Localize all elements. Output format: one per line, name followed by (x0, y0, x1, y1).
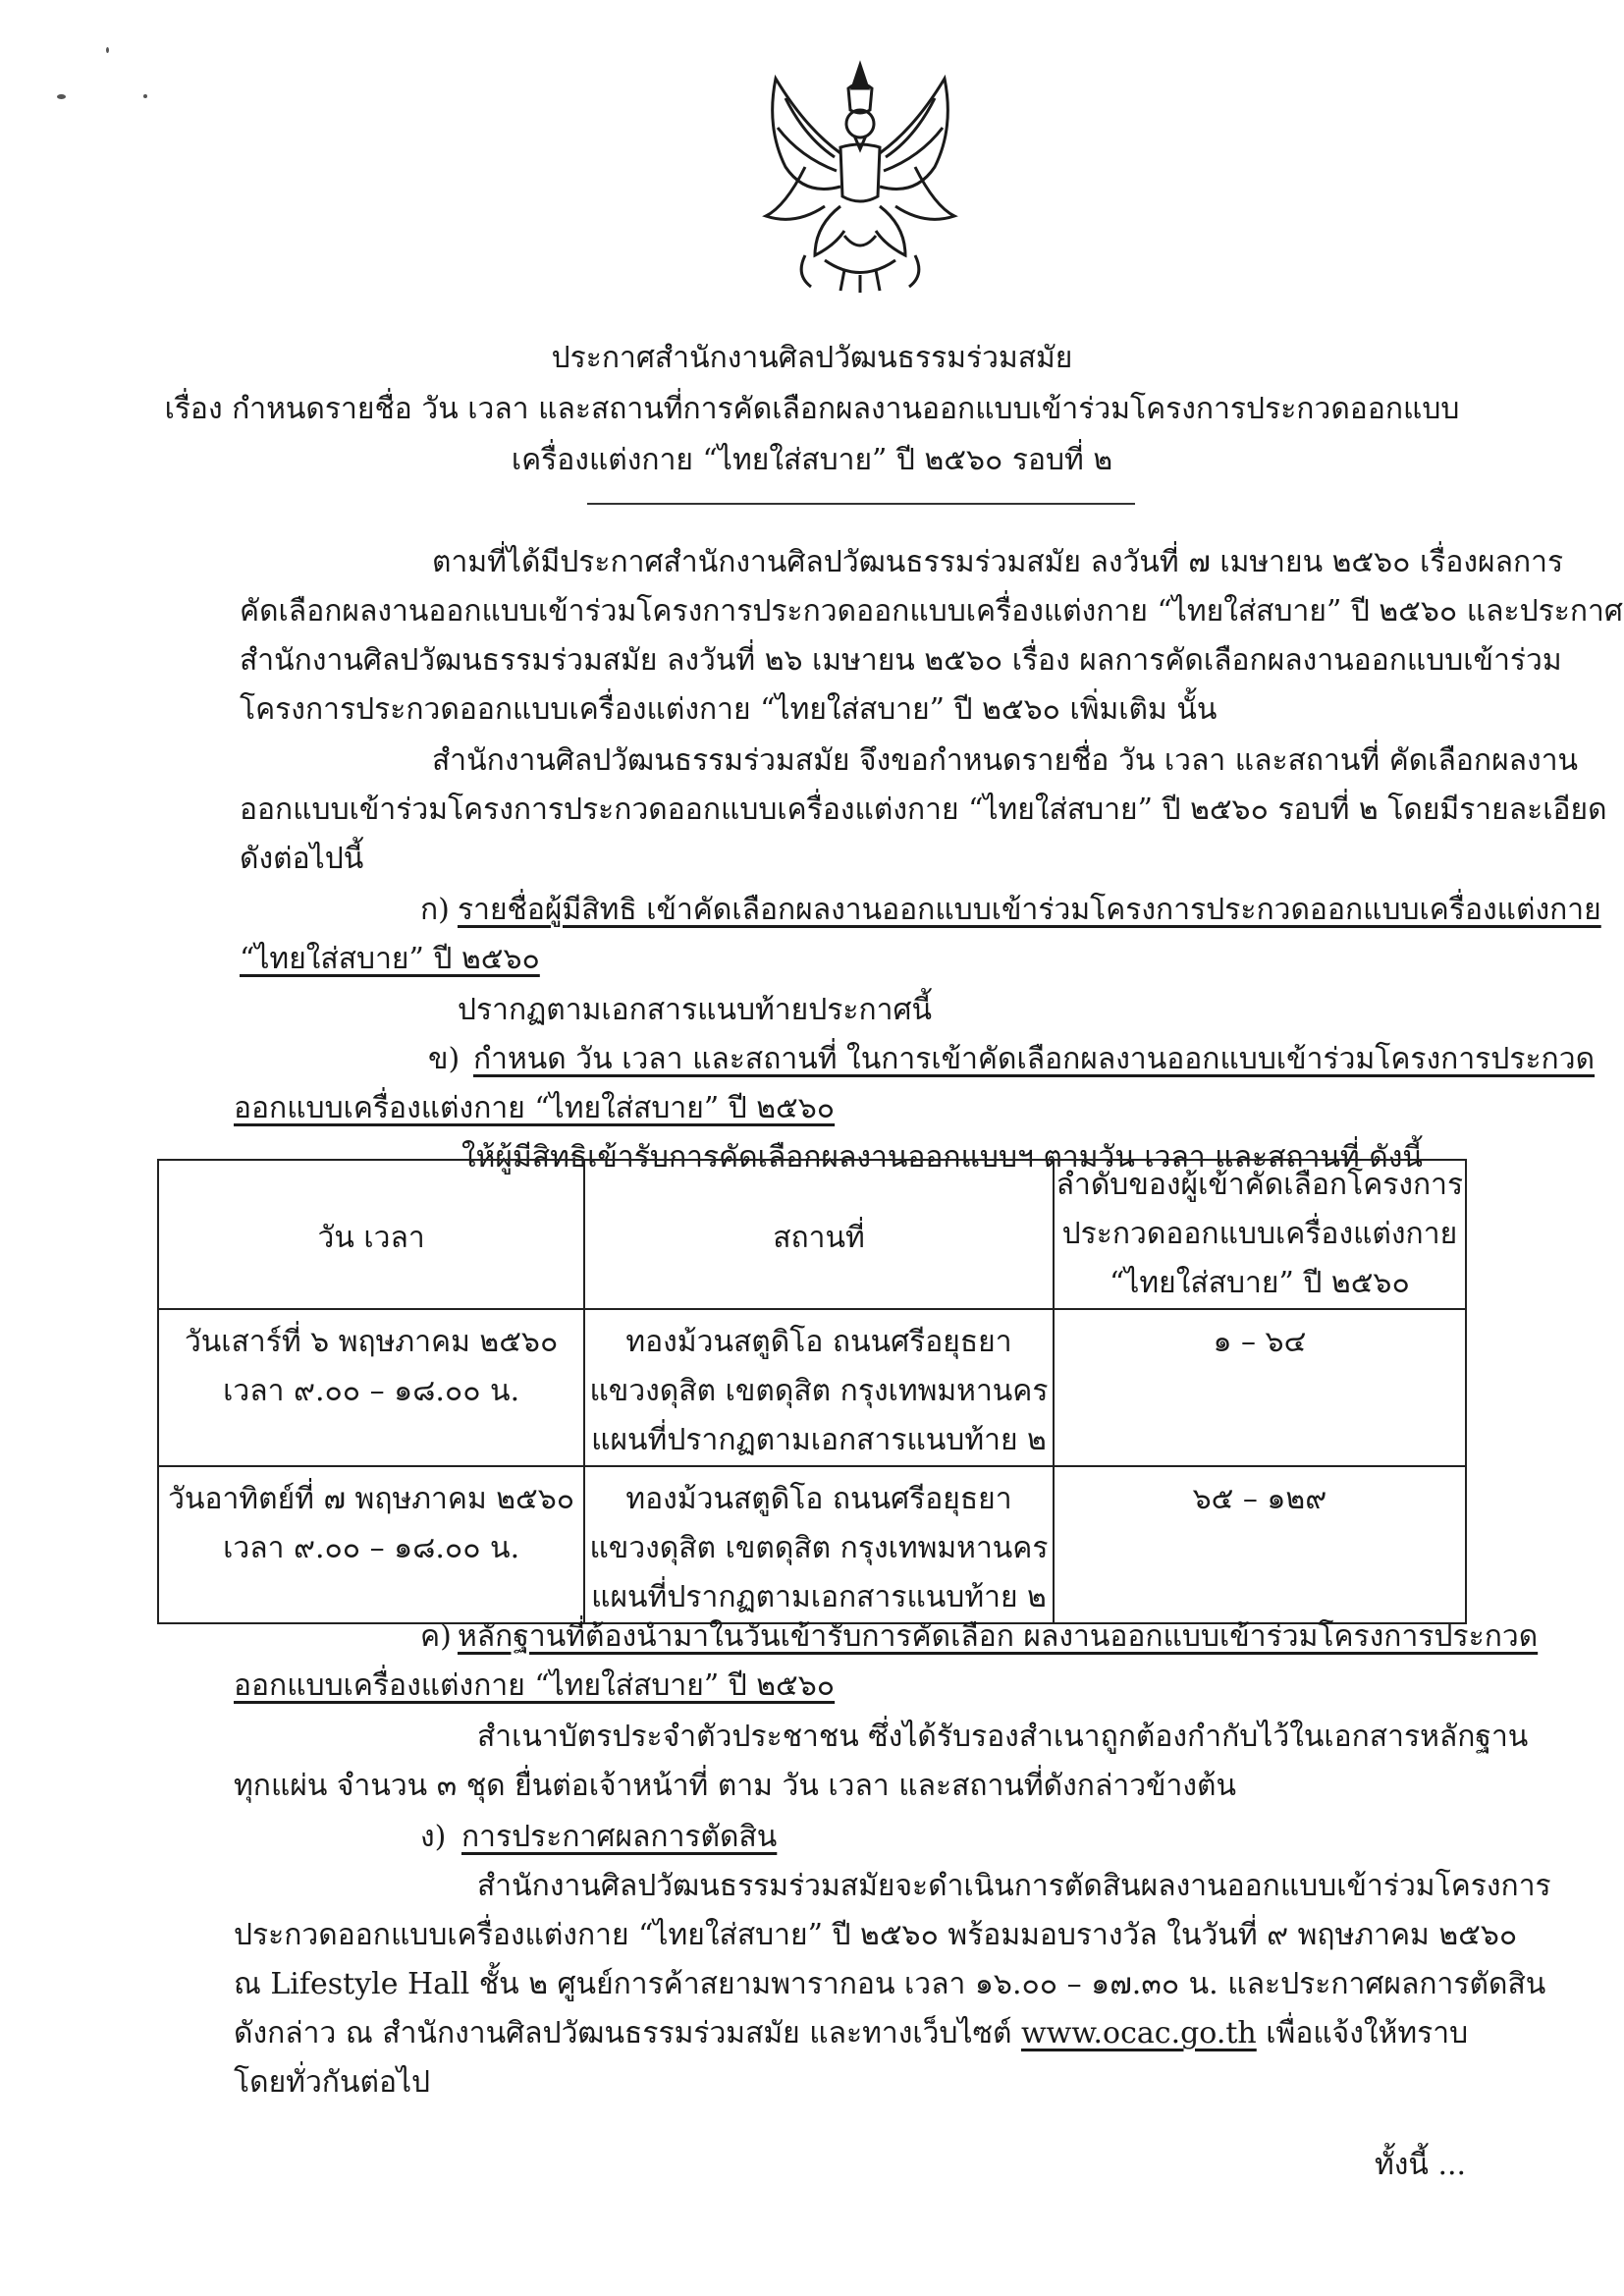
garuda-emblem-icon (746, 59, 974, 295)
row1-place: ทองม้วนสตูดิโอ ถนนศรีอยุธยา แขวงดุสิต เขตดุสิต กรุงเทพมหานคร แผนที่ปรากฏตามเอกสารแนบท้าย ๒ (584, 1309, 1054, 1466)
section-d-body-line2: ประกวดออกแบบเครื่องแต่งกาย “ไทยใส่สบาย” ปี ๒๕๖๐ พร้อมมอบรางวัล ในวันที่ ๙ พฤษภาคม ๒๕๖๐ (234, 1918, 1518, 1952)
table-header-row (158, 1160, 1466, 1309)
section-c-title: หลักฐานที่ต้องนำมาในวันเข้ารับการคัดเลือก ผลงานออกแบบเข้าร่วมโครงการประกวด (458, 1619, 1539, 1654)
section-d-body-line3: ณ Lifestyle Hall ชั้น ๒ ศูนย์การค้าสยามพารากอน เวลา ๑๖.๐๐ – ๑๗.๓๐ น. และประกาศผลการตัดสิน (234, 1967, 1546, 2001)
intro-p2-line2: ออกแบบเข้าร่วมโครงการประกวดออกแบบเครื่องแต่งกาย “ไทยใส่สบาย” ปี ๒๕๖๐ รอบที่ ๒ โดยมีรายละเอียด (240, 793, 1607, 827)
section-c-body: สำเนาบัตรประจำตัวประชาชน ซึ่งได้รับรองสำเนาถูกต้องกำกับไว้ในเอกสารหลักฐาน (477, 1720, 1529, 1754)
section-c-title-line2: ออกแบบเครื่องแต่งกาย “ไทยใส่สบาย” ปี ๒๕๖๐ (234, 1668, 836, 1703)
section-d-body-line5: โดยทั่วกันต่อไป (234, 2065, 431, 2100)
announcement-subject-line2: เครื่องแต่งกาย “ไทยใส่สบาย” ปี ๒๕๖๐ รอบที่ ๒ (511, 443, 1113, 477)
row2-date: วันอาทิตย์ที่ ๗ พฤษภาคม ๒๕๖๐ เวลา ๙.๐๐ – ๑๘.๐๐ น. (158, 1466, 584, 1623)
section-d-body: สำนักงานศิลปวัฒนธรรมร่วมสมัยจะดำเนินการตัดสินผลงานออกแบบเข้าร่วมโครงการ (477, 1869, 1551, 1903)
scan-speck (106, 47, 109, 53)
section-a-title-line2: “ไทยใส่สบาย” ปี ๒๕๖๐ (240, 942, 540, 976)
section-d-body-line4: ดังกล่าว ณ สำนักงานศิลปวัฒนธรรมร่วมสมัย และทางเว็บไซต์ www.ocac.go.th เพื่อแจ้งให้ทราบ (234, 2016, 1469, 2050)
announcement-title: ประกาศสำนักงานศิลปวัฒนธรรมร่วมสมัย (551, 341, 1073, 375)
section-b-title-line2: ออกแบบเครื่องแต่งกาย “ไทยใส่สบาย” ปี ๒๕๖๐ (234, 1091, 836, 1125)
heading-divider (587, 503, 1135, 505)
intro-p1-line3: สำนักงานศิลปวัฒนธรรมร่วมสมัย ลงวันที่ ๒๖ เมษายน ๒๕๖๐ เรื่อง ผลการคัดเลือกผลงานออกแบบเข้าร่วม (240, 643, 1562, 678)
scan-speck (143, 94, 147, 98)
intro-p2-line1: สำนักงานศิลปวัฒนธรรมร่วมสมัย จึงขอกำหนดรายชื่อ วัน เวลา และสถานที่ คัดเลือกผลงาน (432, 743, 1579, 778)
table-row (158, 1466, 1466, 1623)
row1-order: ๑ – ๖๔ (1054, 1309, 1466, 1466)
section-d-title: การประกาศผลการตัดสิน (461, 1820, 778, 1854)
header-date: วัน เวลา (158, 1160, 584, 1309)
table-row (158, 1309, 1466, 1466)
intro-p1-line1: ตามที่ได้มีประกาศสำนักงานศิลปวัฒนธรรมร่วมสมัย ลงวันที่ ๗ เมษายน ๒๕๖๐ เรื่องผลการ (432, 545, 1564, 579)
section-a-body: ปรากฏตามเอกสารแนบท้ายประกาศนี้ (458, 993, 933, 1027)
page-continuation: ทั้งนี้ ... (1375, 2148, 1467, 2182)
section-c-body-line2: ทุกแผ่น จำนวน ๓ ชุด ยื่นต่อเจ้าหน้าที่ ตาม วัน เวลา และสถานที่ดังกล่าวข้างต้น (234, 1769, 1237, 1803)
section-b-marker: ข) (428, 1042, 460, 1076)
section-a-marker: ก) (420, 893, 450, 927)
row2-place: ทองม้วนสตูดิโอ ถนนศรีอยุธยา แขวงดุสิต เขตดุสิต กรุงเทพมหานคร แผนที่ปรากฏตามเอกสารแนบท้าย ๒ (584, 1466, 1054, 1623)
row1-date: วันเสาร์ที่ ๖ พฤษภาคม ๒๕๖๐ เวลา ๙.๐๐ – ๑๘.๐๐ น. (158, 1309, 584, 1466)
scan-speck (57, 94, 66, 99)
row2-order: ๖๕ – ๑๒๙ (1054, 1466, 1466, 1623)
section-c-marker: ค) (420, 1619, 452, 1654)
header-place: สถานที่ (584, 1160, 1054, 1309)
intro-p1-line4: โครงการประกวดออกแบบเครื่องแต่งกาย “ไทยใส่สบาย” ปี ๒๕๖๐ เพิ่มเติม นั้น (240, 692, 1218, 727)
section-d-marker: ง) (420, 1820, 447, 1854)
section-b-title: กำหนด วัน เวลา และสถานที่ ในการเข้าคัดเลือกผลงานออกแบบเข้าร่วมโครงการประกวด (473, 1042, 1596, 1076)
website-link[interactable]: www.ocac.go.th (1021, 2016, 1257, 2050)
header-order: ลำดับของผู้เข้าคัดเลือกโครงการ ประกวดออกแบบเครื่องแต่งกาย “ไทยใส่สบาย” ปี ๒๕๖๐ (1054, 1160, 1466, 1309)
intro-p2-line3: ดังต่อไปนี้ (240, 842, 364, 876)
schedule-table (157, 1159, 1467, 1624)
intro-p1-line2: คัดเลือกผลงานออกแบบเข้าร่วมโครงการประกวดออกแบบเครื่องแต่งกาย “ไทยใส่สบาย” ปี ๒๕๖๐ และประกาศ (240, 594, 1623, 629)
announcement-subject: เรื่อง กำหนดรายชื่อ วัน เวลา และสถานที่การคัดเลือกผลงานออกแบบเข้าร่วมโครงการประกวดออกแบบ (164, 392, 1460, 426)
section-a-title: รายชื่อผู้มีสิทธิ เข้าคัดเลือกผลงานออกแบบเข้าร่วมโครงการประกวดออกแบบเครื่องแต่งกาย (458, 893, 1601, 927)
section-b-body: ให้ผู้มีสิทธิเข้ารับการคัดเลือกผลงานออกแบบฯ ตามวัน เวลา และสถานที่ ดังนี้ (461, 1140, 1423, 1175)
